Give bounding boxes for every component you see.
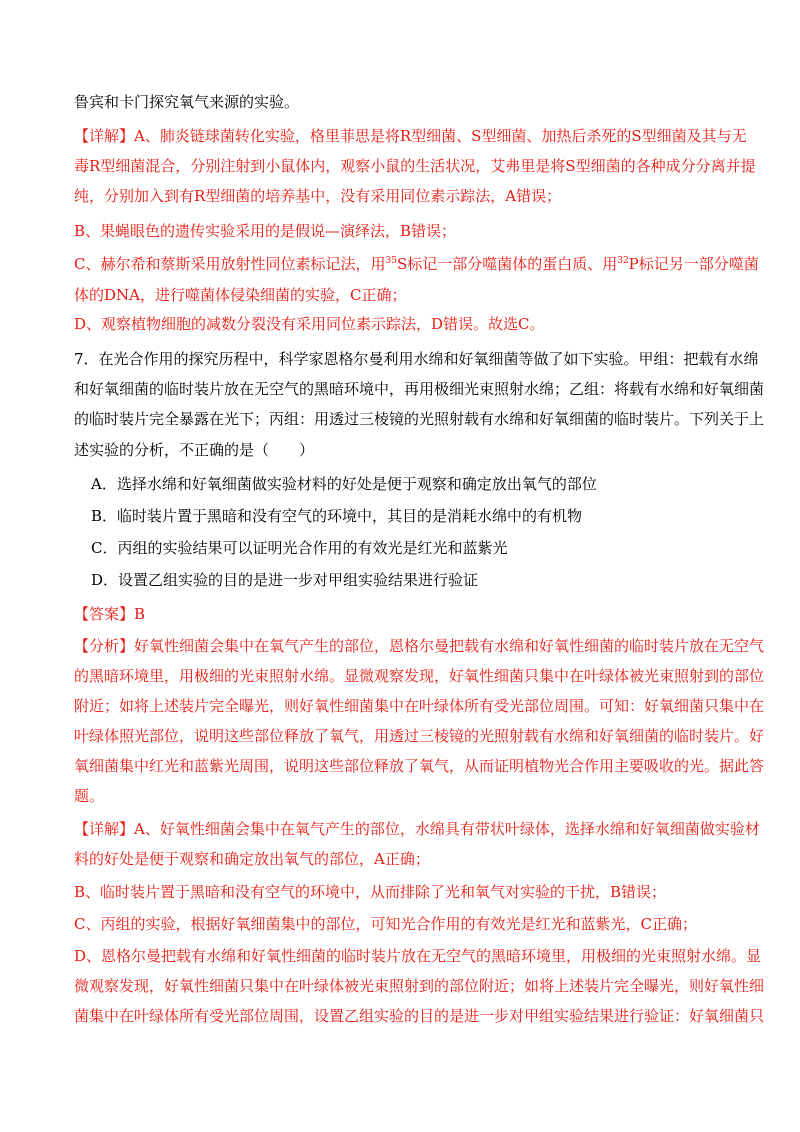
detail-line: 菌集中在叶绿体所有受光部位周围，设置乙组实验的目的是进一步对甲组实验结果进行验证：好氧细菌只 [74, 1007, 765, 1025]
text-line: D、观察植物细胞的减数分裂没有采用同位素示踪法，D错误。故选C。 [74, 315, 545, 333]
detail-line: 微观察发现，好氧性细菌只集中在叶绿体被光束照射到的部位附近；如将上述装片完全曝光，则好氧性细 [74, 977, 765, 995]
question-line: 述实验的分析，不正确的是（ ） [74, 441, 315, 459]
analysis-line: 附近；如将上述装片完全曝光，则好氧性细菌集中在叶绿体所有受光部位周围。可知：好氧细菌只集中在 [74, 697, 765, 715]
text-segment: C、赫尔希和蔡斯采用放射性同位素标记法，用 [74, 255, 386, 273]
detail-line: C、丙组的实验，根据好氧细菌集中的部位，可知光合作用的有效光是红光和蓝紫光，C正确； [74, 915, 697, 933]
text-line: 纯，分别加入到有R型细菌的培养基中，没有采用同位素示踪法，A错误； [74, 187, 562, 205]
analysis-line: 氧细菌集中红光和蓝紫光周围，说明这些部位释放了氧气，从而证明植物光合作用主要吸收的光。据此答 [74, 757, 765, 775]
text-line: B、果蝇眼色的遗传实验采用的是假说—演绎法，B错误； [74, 222, 457, 240]
analysis-line: 【分析】好氧性细菌会集中在氧气产生的部位，恩格尔曼把载有水绵和好氧性细菌的临时装片放在无空气 [74, 637, 765, 655]
text-line: 体的DNA，进行噬菌体侵染细菌的实验，C正确； [74, 286, 407, 304]
text-line: 鲁宾和卡门探究氧气来源的实验。 [74, 93, 300, 111]
superscript-35: 35 [385, 256, 397, 266]
question-line: 的临时装片完全暴露在光下；丙组：用透过三棱镜的光照射载有水绵和好氧细菌的临时装片。下列关于上 [74, 410, 765, 428]
text-line-with-superscripts [74, 254, 759, 274]
question-line: 7．在光合作用的探究历程中，科学家恩格尔曼利用水绵和好氧细菌等做了如下实验。甲组：把载有水绵 [74, 350, 759, 368]
answer-line: 【答案】B [74, 605, 146, 623]
option-a: A．选择水绵和好氧细菌做实验材料的好处是便于观察和确定放出氧气的部位 [91, 475, 597, 493]
text-line: 【详解】A、肺炎链球菌转化实验，格里菲思是将R型细菌、S型细菌、加热后杀死的S型细菌及其与无 [74, 127, 747, 145]
option-b: B．临时装片置于黑暗和没有空气的环境中，其目的是消耗水绵中的有机物 [91, 507, 583, 525]
option-c: C．丙组的实验结果可以证明光合作用的有效光是红光和蓝紫光 [91, 539, 508, 557]
text-segment: S标记一部分噬菌体的蛋白质、用 [396, 255, 618, 273]
analysis-line: 题。 [74, 787, 105, 805]
detail-line: 料的好处是便于观察和确定放出氧气的部位，A正确； [74, 850, 430, 868]
detail-line: 【详解】A、好氧性细菌会集中在氧气产生的部位，水绵具有带状叶绿体，选择水绵和好氧细菌做实验材 [74, 820, 760, 838]
detail-line: D、恩格尔曼把载有水绵和好氧性细菌的临时装片放在无空气的黑暗环境里，用极细的光束照射水绵。显 [74, 947, 762, 965]
detail-line: B、临时装片置于黑暗和没有空气的环境中，从而排除了光和氧气对实验的干扰，B错误； [74, 883, 667, 901]
question-line: 和好氧细菌的临时装片放在无空气的黑暗环境中，再用极细光束照射水绵；乙组：将载有水绵和好氧细菌 [74, 380, 765, 398]
analysis-line: 的黑暗环境里，用极细的光束照射水绵。显微观察发现，好氧性细菌只集中在叶绿体被光束照射到的部位 [74, 667, 765, 685]
superscript-32: 32 [617, 256, 629, 266]
analysis-line: 叶绿体照光部位，说明这些部位释放了氧气，用透过三棱镜的光照射载有水绵和好氧细菌的临时装片。好 [74, 727, 765, 745]
text-segment: P标记另一部分噬菌 [628, 255, 759, 273]
text-line: 毒R型细菌混合，分别注射到小鼠体内，观察小鼠的生活状况，艾弗里是将S型细菌的各种成分分离并提 [74, 157, 756, 175]
option-d: D．设置乙组实验的目的是进一步对甲组实验结果进行验证 [91, 571, 479, 589]
